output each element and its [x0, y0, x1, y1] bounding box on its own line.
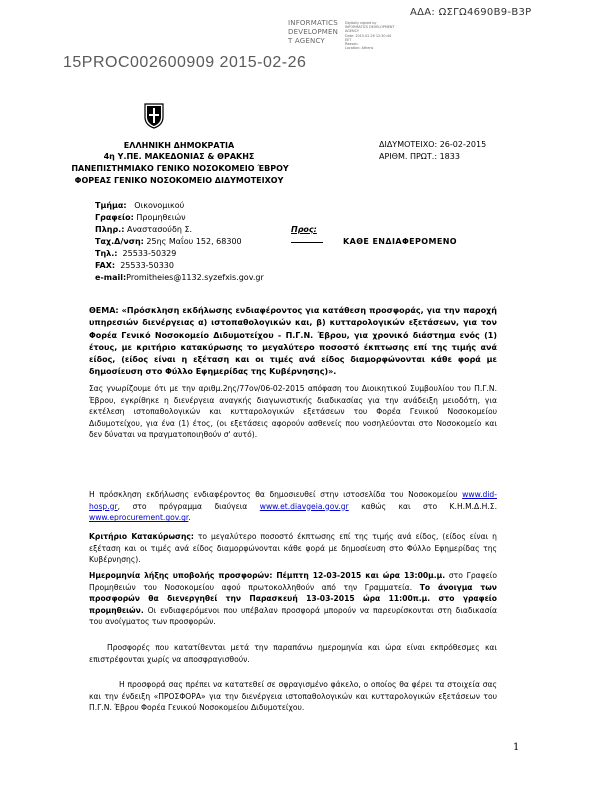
publication-text-a: Η πρόσκληση εκδήλωσης ενδιαφέροντος θα δημοσιευθεί στην ιστοσελίδα του Νοσοκομείου: [89, 490, 458, 499]
email-label: e-mail:: [95, 273, 127, 282]
info-fax: [95, 260, 174, 272]
phone-label: Τηλ.:: [95, 249, 118, 258]
signature-tz: EET: [345, 37, 352, 42]
contact-value: Αναστασούδη Σ.: [126, 225, 193, 234]
publication-text-d: .: [188, 513, 191, 523]
hospital-website-link[interactable]: www.did-hosp.gr: [89, 490, 497, 511]
award-criterion-label: Κριτήριο Κατακύρωσης:: [89, 532, 194, 541]
address-value: 25ης Μαΐου 152, 68300: [146, 237, 242, 246]
phone-value: 25533-50329: [122, 249, 177, 258]
protocol-code: 15PROC002600909 2015-02-26: [63, 54, 307, 71]
office-label: Γραφείο:: [95, 213, 134, 222]
paragraph-late-offers: Προσφορές που κατατίθενται μετά την παραπάνω ημερομηνία και ώρα είναι εκπρόθεσμες και επιστρέφονται χωρίς να αποσφραγισθούν.: [89, 643, 497, 664]
award-criterion-text: το μεγαλύτερο ποσοστό έκπτωσης επί της τιμής ανά είδος, (είδος είναι η εξέταση και οι τιμές ανά είδος διαμορφώνονται κάθε φορά με δημοσίευση στο Φύλλο Εφημερίδας της Κυβέρνησης).: [89, 532, 497, 565]
dept-value: Οικονομικού: [134, 201, 185, 210]
protocol-number: ΑΡΙΘΜ. ΠΡΩΤ.: 1833: [379, 152, 460, 161]
paragraph-award-criterion: [89, 531, 497, 566]
paragraph-deadline: [89, 570, 497, 628]
signature-signer: INFORMATICS DEVELOPMENT AGENCY: [345, 25, 395, 34]
header-line-2: 4η Υ.ΠΕ. ΜΑΚΕΔΟΝΙΑΣ & ΘΡΑΚΗΣ: [103, 152, 255, 161]
signature-org-line-1: INFORMATICS: [288, 19, 338, 27]
header-line-1: ΕΛΛΗΝΙΚΗ ΔΗΜΟΚΡΑΤΙΑ: [123, 141, 235, 150]
office-value: Προμηθειών: [136, 213, 186, 222]
eprocurement-link[interactable]: www.eprocurement.gov.gr: [89, 513, 189, 523]
page-number: 1: [513, 742, 520, 753]
contact-label: Πληρ.:: [95, 225, 125, 234]
greek-coat-of-arms-icon: [143, 103, 165, 129]
recipient-value: ΚΑΘΕ ΕΝΔΙΑΦΕΡΟΜΕΝΟ: [343, 237, 458, 246]
subject-paragraph: ΘΕΜΑ: «Πρόσκληση εκδήλωσης ενδιαφέροντος για κατάθεση προσφοράς, για την παροχή υπηρεσιών διενέργειας α) ιστοπαθολογικών και, β) κυτταρολογικών εξετάσεων, για τον Φορέα Γενικό Νοσοκομείο Διδυμοτείχου - Π.Γ.Ν. Έβρου, για χρονικό διάστημα ενός (1) έτους, με κριτήριο κατακύρωσης το μεγαλύτερο ποσοστό έκπτωσης επί της τιμής ανά είδος, (είδος είναι η εξέταση και οι τιμές ανά είδος διαμορφώνονται κάθε φορά με δημοσίευση στο Φύλλο Εφημερίδας της Κυβέρνησης)».: [89, 306, 497, 377]
fax-label: FAX:: [95, 261, 116, 270]
header-line-3: ΠΑΝΕΠΙΣΤΗΜΙΑΚΟ ΓΕΝΙΚΟ ΝΟΣΟΚΟΜΕΙΟ ΈΒΡΟΥ: [71, 164, 289, 173]
address-label: Ταχ.Δ/νση:: [95, 237, 144, 246]
digital-signature-stamp: [288, 19, 408, 51]
header-line-4: ΦΟΡΕΑΣ ΓΕΝΙΚΟ ΝΟΣΟΚΟΜΕΙΟ ΔΙΔΥΜΟΤΕΙΧΟΥ: [74, 176, 284, 185]
deadline-text: στο Γραφείο Προμηθειών του Νοσοκομείου αφού πρωτοκολληθούν από την Γραμματεία.: [89, 571, 497, 592]
email-value: Promitheies@1132.syzefxis.gov.gr: [126, 273, 264, 282]
publication-text-b: , στο πρόγραμμα διαύγεια: [117, 501, 248, 511]
signature-details: [345, 21, 405, 50]
ada-code: ΑΔΑ: ΩΣΓΩ4690Β9-Β3Ρ: [410, 7, 532, 18]
paragraph-decision: Σας γνωρίζουμε ότι με την αριθμ.2ης/77ον/06-02-2015 απόφαση του Διοικητικού Συμβουλίου του Π.Γ.Ν. Έβρου, εγκρίθηκε η διενέργεια αναγκής διαγωνιστικής διαδικασίας για την ανάδειξη μειοδότη, για εκτέλεση ιστοπαθολογικών και κυτταρολογικών εξετάσεων του Φορέα Γενικού Νοσοκομείου Διδυμοτείχου, για ένα (1) έτος, (οι εξετάσεις αφορούν ασθενείς που νοσηλεύονται στο Νοσοκομείο και δεν δύναται να πραγματοποιηθούν σ' αυτό).: [89, 384, 497, 440]
info-address: [95, 236, 242, 248]
publication-text-c: καθώς και στο Κ.Η.Μ.Δ.Η.Σ.: [361, 501, 497, 511]
signature-org-line-2: DEVELOPMEN: [288, 28, 339, 36]
info-office: [95, 212, 186, 224]
recipient-label: Προς:: [291, 225, 317, 234]
signature-location: Location: Athens: [345, 46, 374, 51]
signature-date: Date: 2015.02.26 12:30:44: [345, 33, 392, 38]
opening-text: Οι ενδιαφερόμενοι που υπέβαλαν προσφορά μπορούν να παρευρίσκονται στη διαδικασία του ανοίγματος των προσφορών.: [89, 605, 497, 627]
deadline-label: Ημερομηνία λήξης υποβολής προσφορών: Πέμπτη 12-03-2015 και ώρα 13:00μ.μ.: [89, 571, 446, 580]
info-department: [95, 200, 184, 212]
info-contact: [95, 224, 192, 236]
fax-value: 25533-50330: [120, 261, 174, 270]
signature-org-line-3: T AGENCY: [288, 37, 325, 45]
info-email: [95, 272, 264, 284]
diavgeia-link[interactable]: www.et.diavgeia.gov.gr: [259, 501, 349, 511]
paragraph-publication: [89, 489, 497, 524]
opening-label: Το άνοιγμα των προσφορών θα διενεργηθεί την Παρασκευή 13-03-2015 ώρα 11:00π.μ. στο γραφείο προμηθειών.: [89, 582, 497, 615]
signature-reason: Reason:: [345, 42, 359, 47]
recipient-underline: [291, 242, 323, 243]
paragraph-sealed-envelope: Η προσφορά σας πρέπει να κατατεθεί σε σφραγισμένο φάκελο, ο οποίος θα φέρει τα στοιχεία σας και την ένδειξη «ΠΡΟΣΦΟΡΑ» για την διενέργεια ιστοπαθολογικών και κυτταρολογικών εξετάσεων του Π.Γ.Ν. Έβρου Φορέα Γενικού Νοσοκομείου Διδυμοτείχου.: [89, 680, 497, 713]
dept-label: Τμήμα:: [95, 201, 127, 210]
place-date: ΔΙΔΥΜΟΤΕΙΧΟ: 26-02-2015: [379, 140, 487, 149]
info-phone: [95, 248, 176, 260]
signature-signed-by: Digitally signed by: [345, 21, 377, 25]
